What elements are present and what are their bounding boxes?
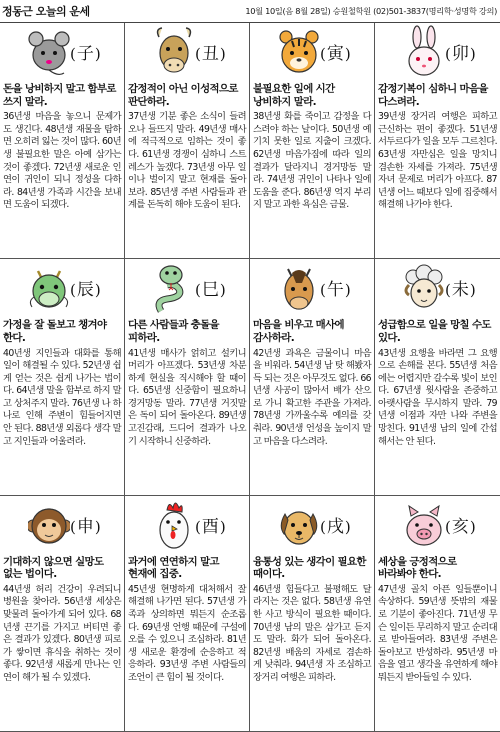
zodiac-cell-dog: (戌) 융통성 있는 생각이 필요한 때이다. 46년생 힘들다고 불평해도 달라지는 것은 없다. 58년생 유연한 사고 방식이 필요한 때이다. 70년생 남의 말은 삼가고 듣지도 말라. 화가 되어 돌아온다. 82년생 배움의 자세로 겸손하게 낮춰라. 94년생 자 조심하고 장거리 여행은 피하라. <box>250 496 375 732</box>
fortune-heading: 성급함으로 일을 망칠 수도 있다. <box>378 319 491 344</box>
fortune-body: 46년생 힘들다고 불평해도 달라지는 것은 없다. 58년생 유연한 사고 방식이 필요한 때이다. 70년생 남의 말은 삼가고 듣지도 말라. 화가 되어 돌아온다. 82년생 배움의 자세로 겸손하게 낮춰라. 94년생 자 조심하고 장거리 여행은 피하라. <box>253 583 371 683</box>
tiger-icon <box>278 25 320 81</box>
dog-icon <box>278 498 320 554</box>
fortune-heading: 세상을 긍정적으로 바라봐야 한다. <box>378 555 457 581</box>
fortune-body: 45년생 현명하게 대처해서 잘 해결해 나가면 된다. 57년생 가족과 상의하면 뭐든지 순조롭다. 69년생 언행 때문에 구설에 오를 수 있으니 조심하라. 81년생 새로운 환경에 순응하고 적응하라. 93년생 주변 사람들의 조언이 큰 힘이 될 것이다. <box>128 583 246 683</box>
date-and-contact: 10월 10일(음 8월 28일) 승원철학원 (02)501-3837(명리학·성명학 강의) <box>245 5 497 16</box>
zodiac-cell-sheep: (未) 성급함으로 일을 망칠 수도 있다. 43년생 요행을 바라면 그 요행으로 손해를 본다. 55년생 처음에는 어렵지만 갈수록 빛이 보인다. 67년생 윗사람을 존중하고 아랫사람을 무시하지 말라. 79년생 이점과 자만 나와 주변을 망친다. 91년생 남의 일에 간섭해서는 안 된다. <box>375 259 500 495</box>
dragon-icon <box>28 261 70 317</box>
zodiac-hanja: 申 <box>76 516 95 537</box>
zodiac-hanja: 巳 <box>201 280 220 301</box>
zodiac-cell-rooster: (酉) 과거에 연연하지 말고 현재에 집중. 45년생 현명하게 대처해서 잘 해결해 나가면 된다. 57년생 가족과 상의하면 뭐든지 순조롭다. 69년생 언행 때문에 구설에 오를 수 있으니 조심하라. 81년생 새로운 환경에 순응하고 적응하라. 93년생 주변 사람들의 조언이 큰 힘이 될 것이다. <box>125 496 250 732</box>
snake-icon <box>153 261 195 317</box>
horse-icon <box>278 261 320 317</box>
fortune-heading: 과거에 연연하지 말고 현재에 집중. <box>128 555 219 581</box>
zodiac-cell-horse: (午) 마음을 비우고 매사에 감사하라. 42년생 과욕은 금물이니 마음을 비워라. 54년생 남 탓 해봤자 득 되는 것은 아무것도 없다. 66년생 사공이 많아서 배가 산으로 가니 확고한 주관을 가져라. 78년생 가까울수록 예의를 갖춰라. 90년생 언성을 높이지 말고 마음을 다스려라. <box>250 259 375 495</box>
fortune-body: 37년생 기분 좋은 소식이 들려오나 들뜨지 말라. 49년생 매사에 적극적으로 임하는 것이 좋다. 61년생 경쟁이 심하니 스트레스가 높겠다. 73년생 아무 일이나 벌이지 말고 현재를 돌아보라. 85년생 주변 사람들과 관계를 돈독히 해야 도움이 된다. <box>128 111 246 211</box>
zodiac-grid <box>0 23 500 732</box>
fortune-heading: 다른 사람들과 충돌을 피하라. <box>128 319 219 344</box>
rooster-icon <box>153 498 195 554</box>
rat-icon <box>28 25 70 81</box>
zodiac-hanja: 卯 <box>451 44 470 64</box>
sheep-icon <box>403 261 445 317</box>
zodiac-cell-pig: (亥) 세상을 긍정적으로 바라봐야 한다. 47년생 골치 아픈 일들뿐이니 속상하다. 59년생 뜻밖의 재물로 기분이 좋아진다. 71년생 무슨 일이든 무리하지 말고 순리대로 받아들여라. 83년생 주변은 돌아보고 반성하라. 95년생 마음을 열고 생각을 유연하게 해야 뭐든지 받아들일 수 있다. <box>375 496 500 732</box>
zodiac-hanja: 辰 <box>76 280 95 301</box>
fortune-body: 36년생 마음을 놓으니 문제가 도 생긴다. 48년생 재물을 탐하면 오히려 잃는 것이 많다. 60년생 불필요한 말은 아예 삼가는 것이 좋겠다. 72년생 새로운 인연이 귀인이 되니 정성을 다하라. 84년생 가족과 시간을 보내면 도움이 되겠다. <box>3 111 121 211</box>
zodiac-hanja: 酉 <box>201 516 220 537</box>
fortune-heading: 기대하지 않으면 실망도 없는 법이다. <box>3 555 104 581</box>
monkey-icon <box>28 498 70 554</box>
zodiac-cell-rabbit: (卯) 감정기복이 심하니 마음을 다스려라. 39년생 장거리 여행은 피하고 근신하는 편이 좋겠다. 51년생 서두르다가 일을 모두 그르친다. 63년생 자만심은 일을 망치니 겸손한 자세를 가져라. 75년생 자녀 문제로 머리가 아프다. 87년생 어느 때보다 일에 집중해서 해결해 나가야 한다. <box>375 23 500 259</box>
header-bar <box>0 0 500 23</box>
pig-icon <box>403 498 445 554</box>
zodiac-cell-dragon: (辰) 가정을 잘 돌보고 챙겨야 한다. 40년생 지인들과 대화를 통해 일이 해결될 수 있다. 52년생 쉽게 얻는 것은 쉽게 나가는 법이다. 64년생 말을 함부로 하지 말고 상처주지 말라. 76년생 나 하나로 인해 주변이 힘들어지면 안 된다. 88년생 외롭다 생각 말고 지인들과 어울려라. <box>0 259 125 495</box>
fortune-body: 41년생 매사가 얽히고 설키니 머리가 아프겠다. 53년생 차분하게 현실을 직시해야 할 때이다. 65년생 신중함이 필요하니 경거망동 말라. 77년생 거짓말은 독이 되어 돌아온다. 89년생 고진감래, 드디어 결과가 나오기 시작하니 신중하라. <box>128 347 246 447</box>
fortune-body: 42년생 과욕은 금물이니 마음을 비워라. 54년생 남 탓 해봤자 득 되는 것은 아무것도 없다. 66년생 사공이 많아서 배가 산으로 가니 확고한 주관을 가져라. 78년생 가까울수록 예의를 갖춰라. 90년생 언성을 높이지 말고 마음을 다스려라. <box>253 347 371 447</box>
fortune-heading: 돈을 낭비하지 말고 함부로 쓰지 말라. <box>3 83 116 108</box>
fortune-body: 43년생 요행을 바라면 그 요행으로 손해를 본다. 55년생 처음에는 어렵지만 갈수록 빛이 보인다. 67년생 윗사람을 존중하고 아랫사람을 무시하지 말라. 79년생 이점과 자만 나와 주변을 망친다. 91년생 남의 일에 간섭해서는 안 된다. <box>378 347 497 447</box>
fortune-heading: 불필요한 일에 시간 낭비하지 말라. <box>253 83 335 108</box>
ox-icon <box>153 25 195 81</box>
zodiac-hanja: 未 <box>451 280 470 301</box>
fortune-heading: 감정기복이 심하니 마음을 다스려라. <box>378 83 488 108</box>
fortune-heading: 감정적이 아닌 이성적으로 판단하라. <box>128 83 238 108</box>
zodiac-cell-rat: (子) 돈을 낭비하지 말고 함부로 쓰지 말라. 36년생 마음을 놓으니 문제가 도 생긴다. 48년생 재물을 탐하면 오히려 잃는 것이 많다. 60년생 불필요한 말은 아예 삼가는 것이 좋겠다. 72년생 새로운 인연이 귀인이 되니 정성을 다하라. 84년생 가족과 시간을 보내면 도움이 되겠다. <box>0 23 125 259</box>
fortune-heading: 가정을 잘 돌보고 챙겨야 한다. <box>3 319 107 344</box>
fortune-body: 44년생 허리 건강이 우려되니 병원을 찾아라. 56년생 세상은 맞물려 돌아가게 되어 있다. 68년생 끈기를 가지고 버티면 좋은 결과가 있겠다. 80년생 피로가 쌓이면 휴식을 취하는 것이 좋다. 92년생 새롭게 만나는 인연이 해가 될 수 있겠다. <box>3 583 121 683</box>
fortune-body: 47년생 골치 아픈 일들뿐이니 속상하다. 59년생 뜻밖의 재물로 기분이 좋아진다. 71년생 무슨 일이든 무리하지 말고 순리대로 받아들여라. 83년생 주변은 돌아보고 반성하라. 95년생 마음을 열고 생각을 유연하게 해야 뭐든지 받아들일 수 있다. <box>378 583 497 683</box>
zodiac-hanja: 戌 <box>326 516 345 537</box>
zodiac-cell-monkey: (申) 기대하지 않으면 실망도 없는 법이다. 44년생 허리 건강이 우려되니 병원을 찾아라. 56년생 세상은 맞물려 돌아가게 되어 있다. 68년생 끈기를 가지고 버티면 좋은 결과가 있겠다. 80년생 피로가 쌓이면 휴식을 취하는 것이 좋다. 92년생 새롭게 만나는 인연이 해가 될 수 있겠다. <box>0 496 125 732</box>
fortune-heading: 융통성 있는 생각이 필요한 때이다. <box>253 555 366 581</box>
zodiac-hanja: 亥 <box>451 516 470 537</box>
zodiac-hanja: 丑 <box>201 44 220 64</box>
zodiac-hanja: 寅 <box>326 44 345 64</box>
rabbit-icon <box>403 25 445 81</box>
fortune-body: 38년생 화를 죽이고 감정을 다스려야 하는 날이다. 50년생 예기치 못한 일로 지출이 크겠다. 62년생 마음가짐에 따라 일의 결과가 달라지니 경거망동 말라. 74년생 귀인이 나타나 일에 도움을 준다. 86년생 억지 부리지 말고 과한 욕심은 금물. <box>253 111 371 211</box>
fortune-heading: 마음을 비우고 매사에 감사하라. <box>253 319 344 344</box>
zodiac-hanja: 子 <box>76 44 95 64</box>
zodiac-cell-ox: (丑) 감정적이 아닌 이성적으로 판단하라. 37년생 기분 좋은 소식이 들려오나 들뜨지 말라. 49년생 매사에 적극적으로 임하는 것이 좋다. 61년생 경쟁이 심하니 스트레스가 높겠다. 73년생 아무 일이나 벌이지 말고 현재를 돌아보라. 85년생 주변 사람들과 관계를 돈독히 해야 도움이 된다. <box>125 23 250 259</box>
fortune-body: 40년생 지인들과 대화를 통해 일이 해결될 수 있다. 52년생 쉽게 얻는 것은 쉽게 나가는 법이다. 64년생 말을 함부로 하지 말고 상처주지 말라. 76년생 나 하나로 인해 주변이 힘들어지면 안 된다. 88년생 외롭다 생각 말고 지인들과 어울려라. <box>3 347 121 447</box>
fortune-body: 39년생 장거리 여행은 피하고 근신하는 편이 좋겠다. 51년생 서두르다가 일을 모두 그르친다. 63년생 자만심은 일을 망치니 겸손한 자세를 가져라. 75년생 자녀 문제로 머리가 아프다. 87년생 어느 때보다 일에 집중해서 해결해 나가야 한다. <box>378 111 497 211</box>
zodiac-cell-tiger: (寅) 불필요한 일에 시간 낭비하지 말라. 38년생 화를 죽이고 감정을 다스려야 하는 날이다. 50년생 예기치 못한 일로 지출이 크겠다. 62년생 마음가짐에 따라 일의 결과가 달라지니 경거망동 말라. 74년생 귀인이 나타나 일에 도움을 준다. 86년생 억지 부리지 말고 과한 욕심은 금물. <box>250 23 375 259</box>
zodiac-cell-snake: (巳) 다른 사람들과 충돌을 피하라. 41년생 매사가 얽히고 설키니 머리가 아프겠다. 53년생 차분하게 현실을 직시해야 할 때이다. 65년생 신중함이 필요하니 경거망동 말라. 77년생 거짓말은 독이 되어 돌아온다. 89년생 고진감래, 드디어 결과가 나오기 시작하니 신중하라. <box>125 259 250 495</box>
page-title: 정동근 오늘의 운세 <box>2 5 90 18</box>
zodiac-hanja: 午 <box>326 280 345 301</box>
